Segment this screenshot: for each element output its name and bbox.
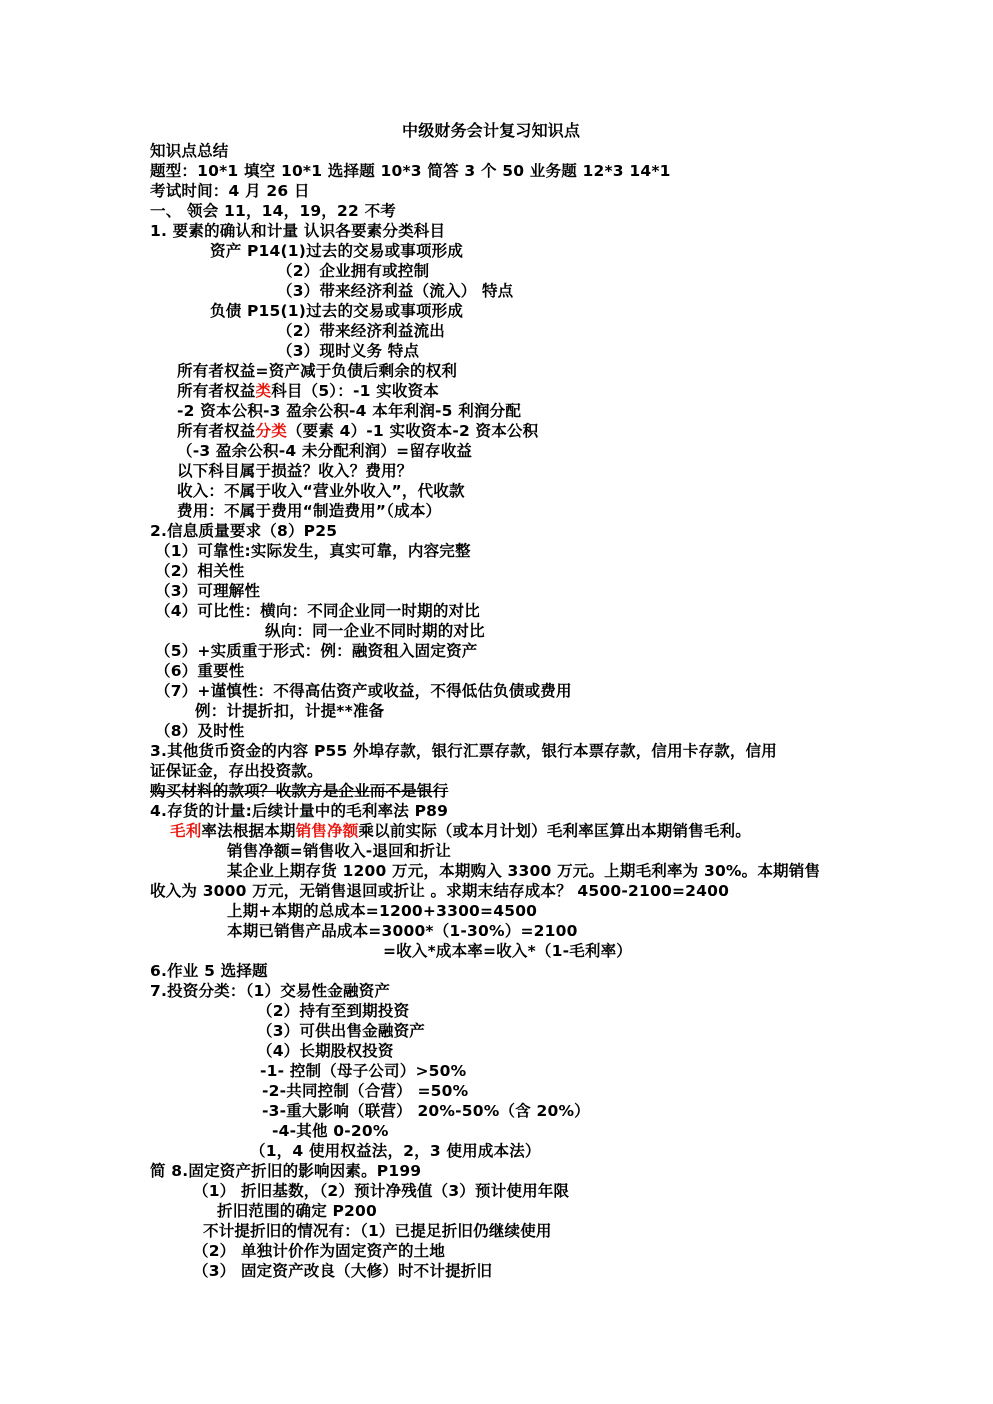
text-line: -3-重大影响（联营） 20%-50%（含 20%） (262, 1102, 590, 1120)
text-line: 费用：不属于费用“制造费用”（成本） (177, 502, 442, 520)
text-line: 负债 P15(1)过去的交易或事项形成 (210, 302, 464, 320)
text-line: -1- 控制（母子公司）>50% (260, 1062, 467, 1080)
text-line: （2）相关性 (155, 562, 245, 580)
text-line: -4-其他 0-20% (272, 1122, 389, 1140)
text-line: 纵向：同一企业不同时期的对比 (265, 622, 485, 640)
text-line: 本期已销售产品成本=3000*（1-30%）=2100 (227, 922, 578, 940)
text-line: 资产 P14(1)过去的交易或事项形成 (210, 242, 464, 260)
text-line: 某企业上期存货 1200 万元，本期购入 3300 万元。上期毛利率为 30%。本期销售 (227, 862, 821, 880)
text-line: 上期+本期的总成本=1200+3300=4500 (227, 902, 538, 920)
text-line: 2.信息质量要求（8）P25 (150, 522, 338, 540)
text-line: （2） 单独计价作为固定资产的土地 (193, 1242, 446, 1260)
text-line: 考试时间：4 月 26 日 (150, 182, 310, 200)
text-line: （6）重要性 (155, 662, 245, 680)
text-line: 3.其他货币资金的内容 P55 外埠存款，银行汇票存款，银行本票存款，信用卡存款，信用 (150, 742, 777, 760)
text-line: （3）可理解性 (155, 582, 261, 600)
text-line: 证保证金，存出投资款。 (150, 762, 323, 780)
text-line: 所有者权益=资产减于负债后剩余的权利 (177, 362, 458, 380)
highlight-text: 类 (255, 382, 272, 400)
text-line: 所有者权益分类（要素 4）-1 实收资本-2 资本公积 (177, 422, 539, 440)
text-line: （1，4 使用权益法，2，3 使用成本法） (250, 1142, 541, 1160)
text-line: （-3 盈余公积-4 未分配利润）=留存收益 (177, 442, 473, 460)
text-line: 折旧范围的确定 P200 (217, 1202, 378, 1220)
highlight-text: 毛利 (170, 822, 202, 840)
text-line: （4）长期股权投资 (257, 1042, 394, 1060)
text-line: （7）+谨慎性：不得高估资产或收益，不得低估负债或费用 (155, 682, 572, 700)
text-line: 以下科目属于损益？收入？费用？ (177, 462, 413, 480)
text-line: 题型：10*1 填空 10*1 选择题 10*3 简答 3 个 50 业务题 12*3 14*1 (150, 162, 671, 180)
highlight-text: 销售净额 (295, 822, 359, 840)
text-line: -2-共同控制（合营） =50% (262, 1082, 469, 1100)
text-line: -2 资本公积-3 盈余公积-4 本年利润-5 利润分配 (177, 402, 522, 420)
text-line: 1. 要素的确认和计量 认识各要素分类科目 (150, 222, 446, 240)
text-line: 收入：不属于收入“营业外收入”，代收款 (177, 482, 465, 500)
text-line: （1）可靠性:实际发生，真实可靠，内容完整 (155, 542, 471, 560)
text-line: （2）企业拥有或控制 (277, 262, 430, 280)
text-line: （4）可比性：横向：不同企业同一时期的对比 (155, 602, 480, 620)
text-line: （1） 折旧基数，（2）预计净残值（3）预计使用年限 (193, 1182, 570, 1200)
document-title: 中级财务会计复习知识点 (402, 121, 581, 140)
text-line: 6.作业 5 选择题 (150, 962, 268, 980)
text-line: （3）可供出售金融资产 (257, 1022, 425, 1040)
text-line: 不计提折旧的情况有：（1）已提足折旧仍继续使用 (203, 1222, 552, 1240)
strikethrough-line: 购买材料的款项？收款方是企业而不是银行 (150, 782, 449, 800)
text-line: 毛利率法根据本期销售净额乘以前实际（或本月计划）毛利率匡算出本期销售毛利。 (170, 822, 751, 840)
text-line: （2）带来经济利益流出 (277, 322, 445, 340)
text-line: 简 8.固定资产折旧的影响因素。P199 (150, 1162, 422, 1180)
text-line: （8）及时性 (155, 722, 245, 740)
text-line: 例：计提折扣，计提**准备 (195, 702, 385, 720)
text-line: 所有者权益类科目（5）：-1 实收资本 (177, 382, 439, 400)
text-line: （3）带来经济利益（流入） 特点 (277, 282, 514, 300)
text-line: （2）持有至到期投资 (257, 1002, 410, 1020)
text-line: （3）现时义务 特点 (277, 342, 420, 360)
text-line: 销售净额=销售收入-退回和折让 (227, 842, 451, 860)
text-line: 7.投资分类：（1）交易性金融资产 (150, 982, 391, 1000)
highlight-text: 分类 (255, 422, 287, 440)
text-line: 收入为 3000 万元，无销售退回或折让 。求期末结存成本？ 4500-2100=2400 (150, 882, 730, 900)
text-line: 知识点总结 (150, 142, 229, 160)
text-line: 一、 领会 11，14，19，22 不考 (150, 202, 396, 220)
text-line: =收入*成本率=收入*（1-毛利率） (383, 942, 633, 960)
text-line: 4.存货的计量:后续计量中的毛利率法 P89 (150, 802, 449, 820)
text-line: （3） 固定资产改良（大修）时不计提折旧 (193, 1262, 493, 1280)
text-line: （5）+实质重于形式：例：融资租入固定资产 (155, 642, 478, 660)
